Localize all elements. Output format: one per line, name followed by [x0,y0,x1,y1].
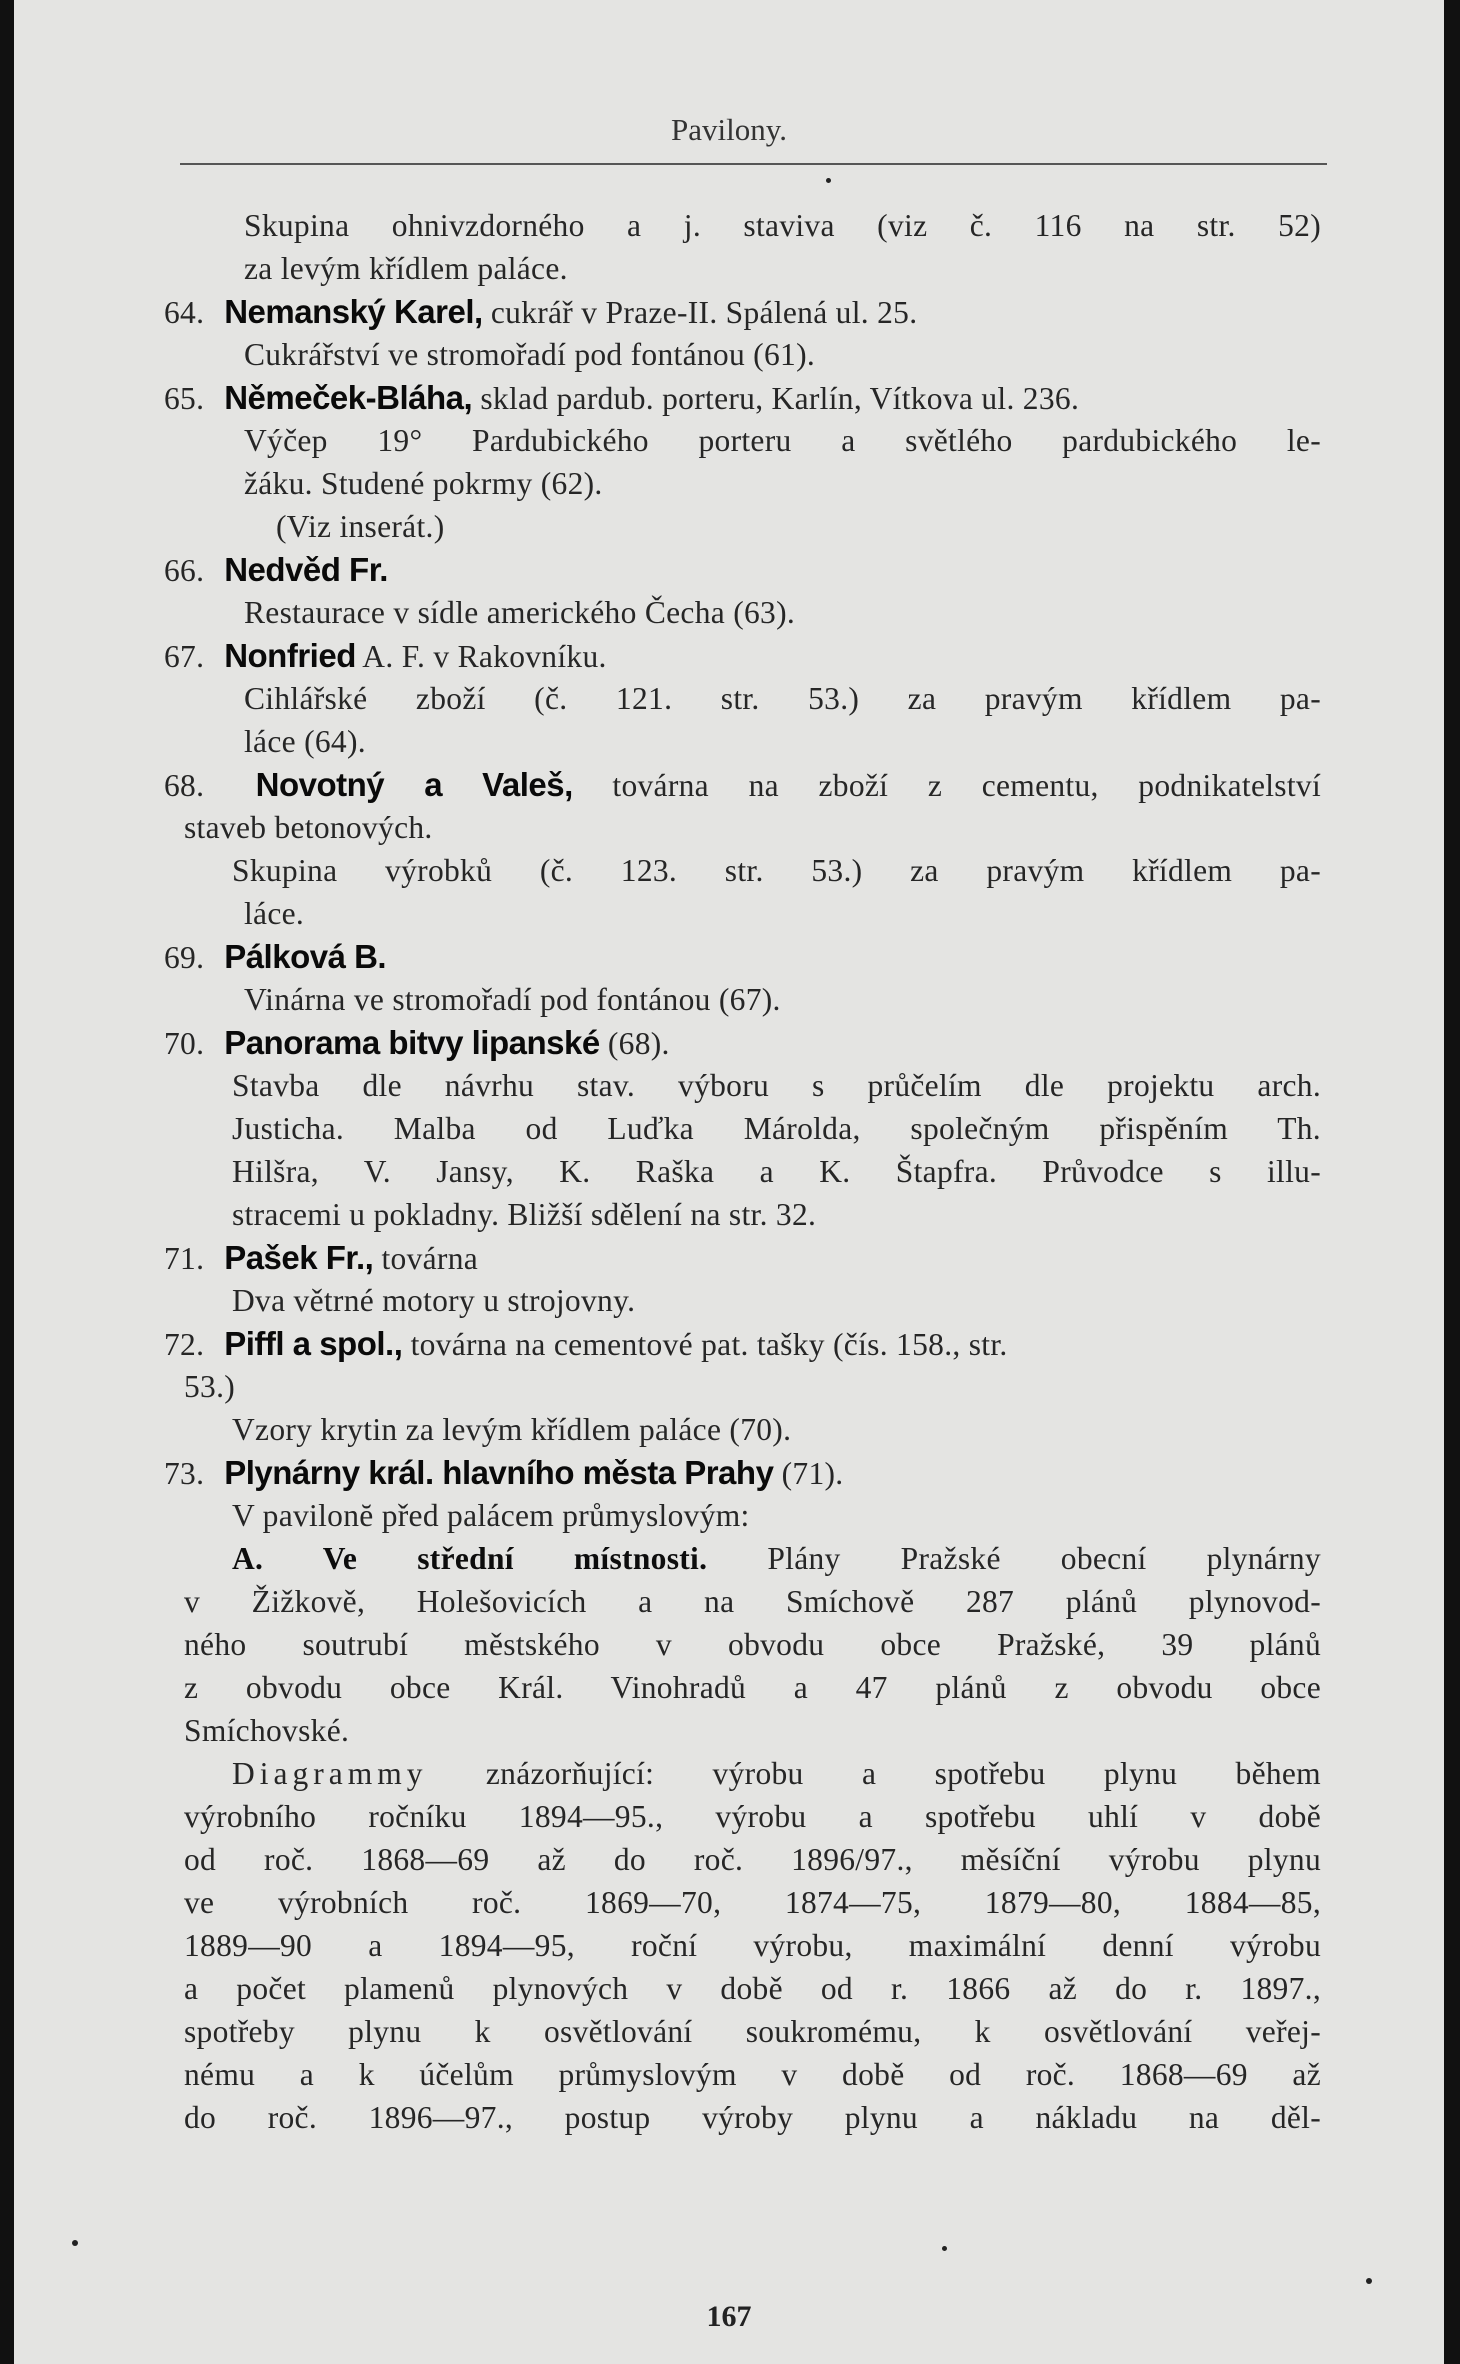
text-line: stracemi u pokladny. Bližší sdělení na str. 32. [232,1197,817,1232]
entry-text: (68). [607,1026,670,1061]
text-line: ného soutrubí městského v obvodu obce Pražské, 39 plánů [184,1627,1321,1662]
entry-text: sklad pardub. porteru, Karlín, Vítkova ul. 236. [480,381,1080,416]
text-line: 1889—90 a 1894—95, roční výrobu, maximální denní výrobu [184,1928,1321,1963]
entry-text: A. F. v Rakovníku. [362,639,607,674]
text-line: V pavilonĕ před palácem průmyslovým: [232,1498,750,1533]
text-line: láce. [244,896,305,931]
text-line: nému a k účelům průmyslovým v době od roč. 1868—69 až [184,2057,1321,2092]
entry-text: Plány Pražské obecní plynárny [767,1541,1321,1576]
entry-72 [164,1322,1321,1365]
text-line: 53.) [184,1369,236,1404]
entry-number: 65. [164,381,205,416]
section-a-line [184,1537,1321,1580]
exhibitor-name: Nonfried [224,637,356,674]
text-line: Smíchovské. [184,1713,350,1748]
diagrams-line [184,1752,1321,1795]
text-line: Justicha. Malba od Luďka Márolda, společným přispěním Th. [232,1111,1321,1146]
entry-number: 73. [164,1456,205,1491]
header-rule [180,163,1327,165]
entry-70 [164,1021,1321,1064]
entry-text: továrna na zboží z cementu, podnikatelství [612,768,1321,803]
exhibitor-name: Němeček-Bláha, [224,379,473,416]
speck [1366,2278,1372,2284]
entry-text: cukrář v Praze-II. Spálená ul. 25. [490,295,918,330]
entry-73 [164,1451,1321,1494]
entry-number: 69. [164,940,205,975]
text-line: z obvodu obce Král. Vinohradů a 47 plánů z obvodu obce [184,1670,1321,1705]
entry-list [164,204,1321,2139]
section-heading: A. Ve střední místnosti. [232,1541,708,1576]
exhibitor-name: Pašek Fr., [224,1239,374,1276]
book-page [14,0,1444,2364]
text-line: v Žižkově, Holešovicích a na Smíchově 287 plánů plynovod- [184,1584,1321,1619]
text-line: Hilšra, V. Jansy, K. Raška a K. Štapfra. Průvodce s illu- [232,1154,1321,1189]
text-line: Skupina výrobků (č. 123. str. 53.) za pravým křídlem pa- [232,853,1321,888]
exhibitor-name: Nemanský Karel, [224,293,483,330]
entry-text: továrna na cementové pat. tašky (čís. 158., str. [410,1327,1008,1362]
speck [942,2246,947,2251]
text-line: staveb betonových. [184,810,433,845]
exhibitor-name: Pálková B. [224,938,387,975]
text-line: od roč. 1868—69 až do roč. 1896/97., měsíční výrobu plynu [184,1842,1321,1877]
entry-68 [164,763,1321,806]
text-line: spotřeby plynu k osvětlování soukromému, k osvětlování veřej- [184,2014,1321,2049]
exhibitor-name: Nedvěd Fr. [224,551,388,588]
entry-text: továrna [381,1241,479,1276]
text-line: ve výrobních roč. 1869—70, 1874—75, 1879—80, 1884—85, [184,1885,1321,1920]
speck [72,2240,78,2246]
spaced-heading: Diagrammy [232,1756,428,1791]
text-line: Skupina ohnivzdorného a j. staviva (viz č. 116 na str. 52) [244,208,1321,243]
entry-65 [164,376,1321,419]
entry-number: 64. [164,295,205,330]
speck [826,178,831,183]
entry-number: 72. [164,1327,205,1362]
running-header: Pavilony. [671,112,787,147]
entry-text: znázorňující: výrobu a spotřebu plynu během [485,1756,1321,1791]
text-line: Cihlářské zboží (č. 121. str. 53.) za pravým křídlem pa- [244,681,1321,716]
exhibitor-name: Novotný a Valeš, [255,766,573,803]
page-number: 167 [706,2300,752,2333]
text-line: Dva větrné motory u strojovny. [232,1283,636,1318]
entry-64 [164,290,1321,333]
entry-66 [164,548,1321,591]
exhibitor-name: Piffl a spol., [224,1325,403,1362]
entry-number: 71. [164,1241,205,1276]
text-line: do roč. 1896—97., postup výroby plynu a nákladu na děl- [184,2100,1321,2135]
text-line: Vinárna ve stromořadí pod fontánou (67). [244,982,781,1017]
text-line: Cukrářství ve stromořadí pod fontánou (61). [244,337,816,372]
text-line: láce (64). [244,724,366,759]
entry-67 [164,634,1321,677]
text-line: žáku. Studené pokrmy (62). [244,466,603,501]
text-line: a počet plamenů plynových v době od r. 1866 až do r. 1897., [184,1971,1321,2006]
text-line: výrobního ročníku 1894—95., výrobu a spotřebu uhlí v době [184,1799,1321,1834]
entry-number: 67. [164,639,205,674]
entry-number: 70. [164,1026,205,1061]
entry-number: 68. [164,768,205,803]
exhibitor-name: Panorama bitvy lipanské [224,1024,600,1061]
text-line: za levým křídlem paláce. [244,251,568,286]
text-line: Vzory krytin za levým křídlem paláce (70). [232,1412,792,1447]
text-line: (Viz inserát.) [276,509,445,544]
entry-number: 66. [164,553,205,588]
text-line: Stavba dle návrhu stav. výboru s průčelím dle projektu arch. [232,1068,1321,1103]
entry-text: (71). [781,1456,844,1491]
exhibitor-name: Plynárny král. hlavního města Prahy [224,1454,774,1491]
entry-69 [164,935,1321,978]
entry-71 [164,1236,1321,1279]
text-line: Restaurace v sídle amerického Čecha (63). [244,595,796,630]
text-line: Výčep 19° Pardubického porteru a světlého pardubického le- [244,423,1321,458]
